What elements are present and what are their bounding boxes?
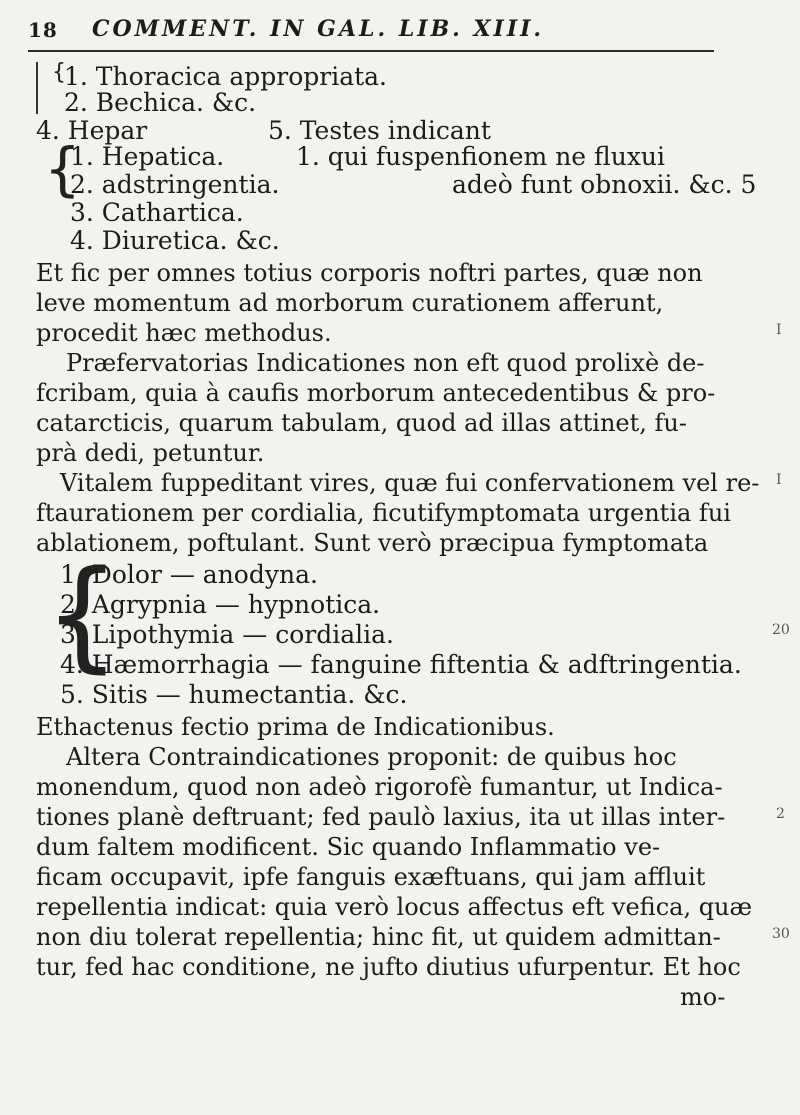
text-line: leve momentum ad morborum curationem afferunt, — [36, 289, 664, 317]
note-line: 1. qui fuspenfionem ne fluxui — [296, 142, 666, 171]
text-line: monendum, quod non adeò rigorofè fumantur, ut Indica- — [36, 773, 723, 801]
list-item: 2. adstringentia. — [70, 170, 280, 199]
text-line: prà dedi, petuntur. — [36, 439, 265, 467]
text-line: ficam occupavit, ipfe fanguis exæftuans, qui jam affluit — [36, 863, 706, 891]
margin-number: I — [776, 322, 782, 338]
text-line: dum faltem modificent. Sic quando Inflammatio ve- — [36, 833, 661, 861]
list-item: 1. Dolor — anodyna. — [60, 560, 318, 589]
page-number: 18 — [28, 18, 58, 42]
running-title: COMMENT. IN GAL. LIB. XIII. — [92, 16, 545, 42]
margin-number: 20 — [772, 622, 790, 638]
list-item: 1. Hepatica. — [70, 142, 225, 171]
header-rule — [28, 50, 714, 52]
text-line: tiones planè deftruant; fed paulò laxius, ita ut illas inter- — [36, 803, 726, 831]
page-header — [28, 12, 728, 46]
brace-icon: { — [52, 60, 66, 85]
text-line: fcribam, quia à caufis morborum antecedentibus & pro- — [36, 379, 716, 407]
text-line: Et fic per omnes totius corporis noftri partes, quæ non — [36, 259, 703, 287]
text-line: ftaurationem per cordialia, ficutifymptomata urgentia fui — [36, 499, 731, 527]
text-line: non diu tolerat repellentia; hinc fit, ut quidem admittan- — [36, 923, 721, 951]
text-line: repellentia indicat: quia verò locus affectus eft vefica, quæ — [36, 893, 753, 921]
text-line: tur, fed hac conditione, ne jufto diutius ufurpentur. Et hoc — [36, 953, 741, 981]
text-line: procedit hæc methodus. — [36, 319, 332, 347]
vertical-brace-rule — [36, 62, 38, 114]
text-line: Præfervatorias Indicationes non eft quod prolixè de- — [66, 349, 705, 377]
catchword: mo- — [680, 983, 726, 1011]
list-item: 5. Testes indicant — [268, 116, 491, 145]
brace-icon: { — [44, 135, 81, 203]
text-line: catarcticis, quarum tabulam, quod ad illas attinet, fu- — [36, 409, 687, 437]
margin-number: 30 — [772, 926, 790, 942]
list-item: 4. Hæmorrhagia — fanguine fiftentia & adftringentia. — [60, 650, 742, 679]
list-item: 2. Agrypnia — hypnotica. — [60, 590, 381, 619]
margin-number: 2 — [776, 806, 785, 822]
margin-number: I — [776, 472, 782, 488]
brace-icon: { — [44, 546, 121, 685]
list-item: 2. Bechica. &c. — [64, 88, 257, 117]
list-item: 3. Lipothymia — cordialia. — [60, 620, 394, 649]
list-item: 1. Thoracica appropriata. — [64, 62, 387, 91]
note-line: adeò funt obnoxii. &c. 5 — [452, 170, 757, 199]
list-item: 4. Hepar — [36, 116, 148, 145]
text-line: Altera Contraindicationes proponit: de quibus hoc — [66, 743, 677, 771]
list-item: 4. Diuretica. &c. — [70, 226, 280, 255]
text-line: ablationem, poftulant. Sunt verò præcipua fymptomata — [36, 529, 709, 557]
list-item: 5. Sitis — humectantia. &c. — [60, 680, 408, 709]
section-end: Ethactenus fectio prima de Indicationibus. — [36, 713, 555, 741]
text-line: Vitalem fuppeditant vires, quæ fui confervationem vel re- — [60, 469, 760, 497]
list-item: 3. Cathartica. — [70, 198, 244, 227]
